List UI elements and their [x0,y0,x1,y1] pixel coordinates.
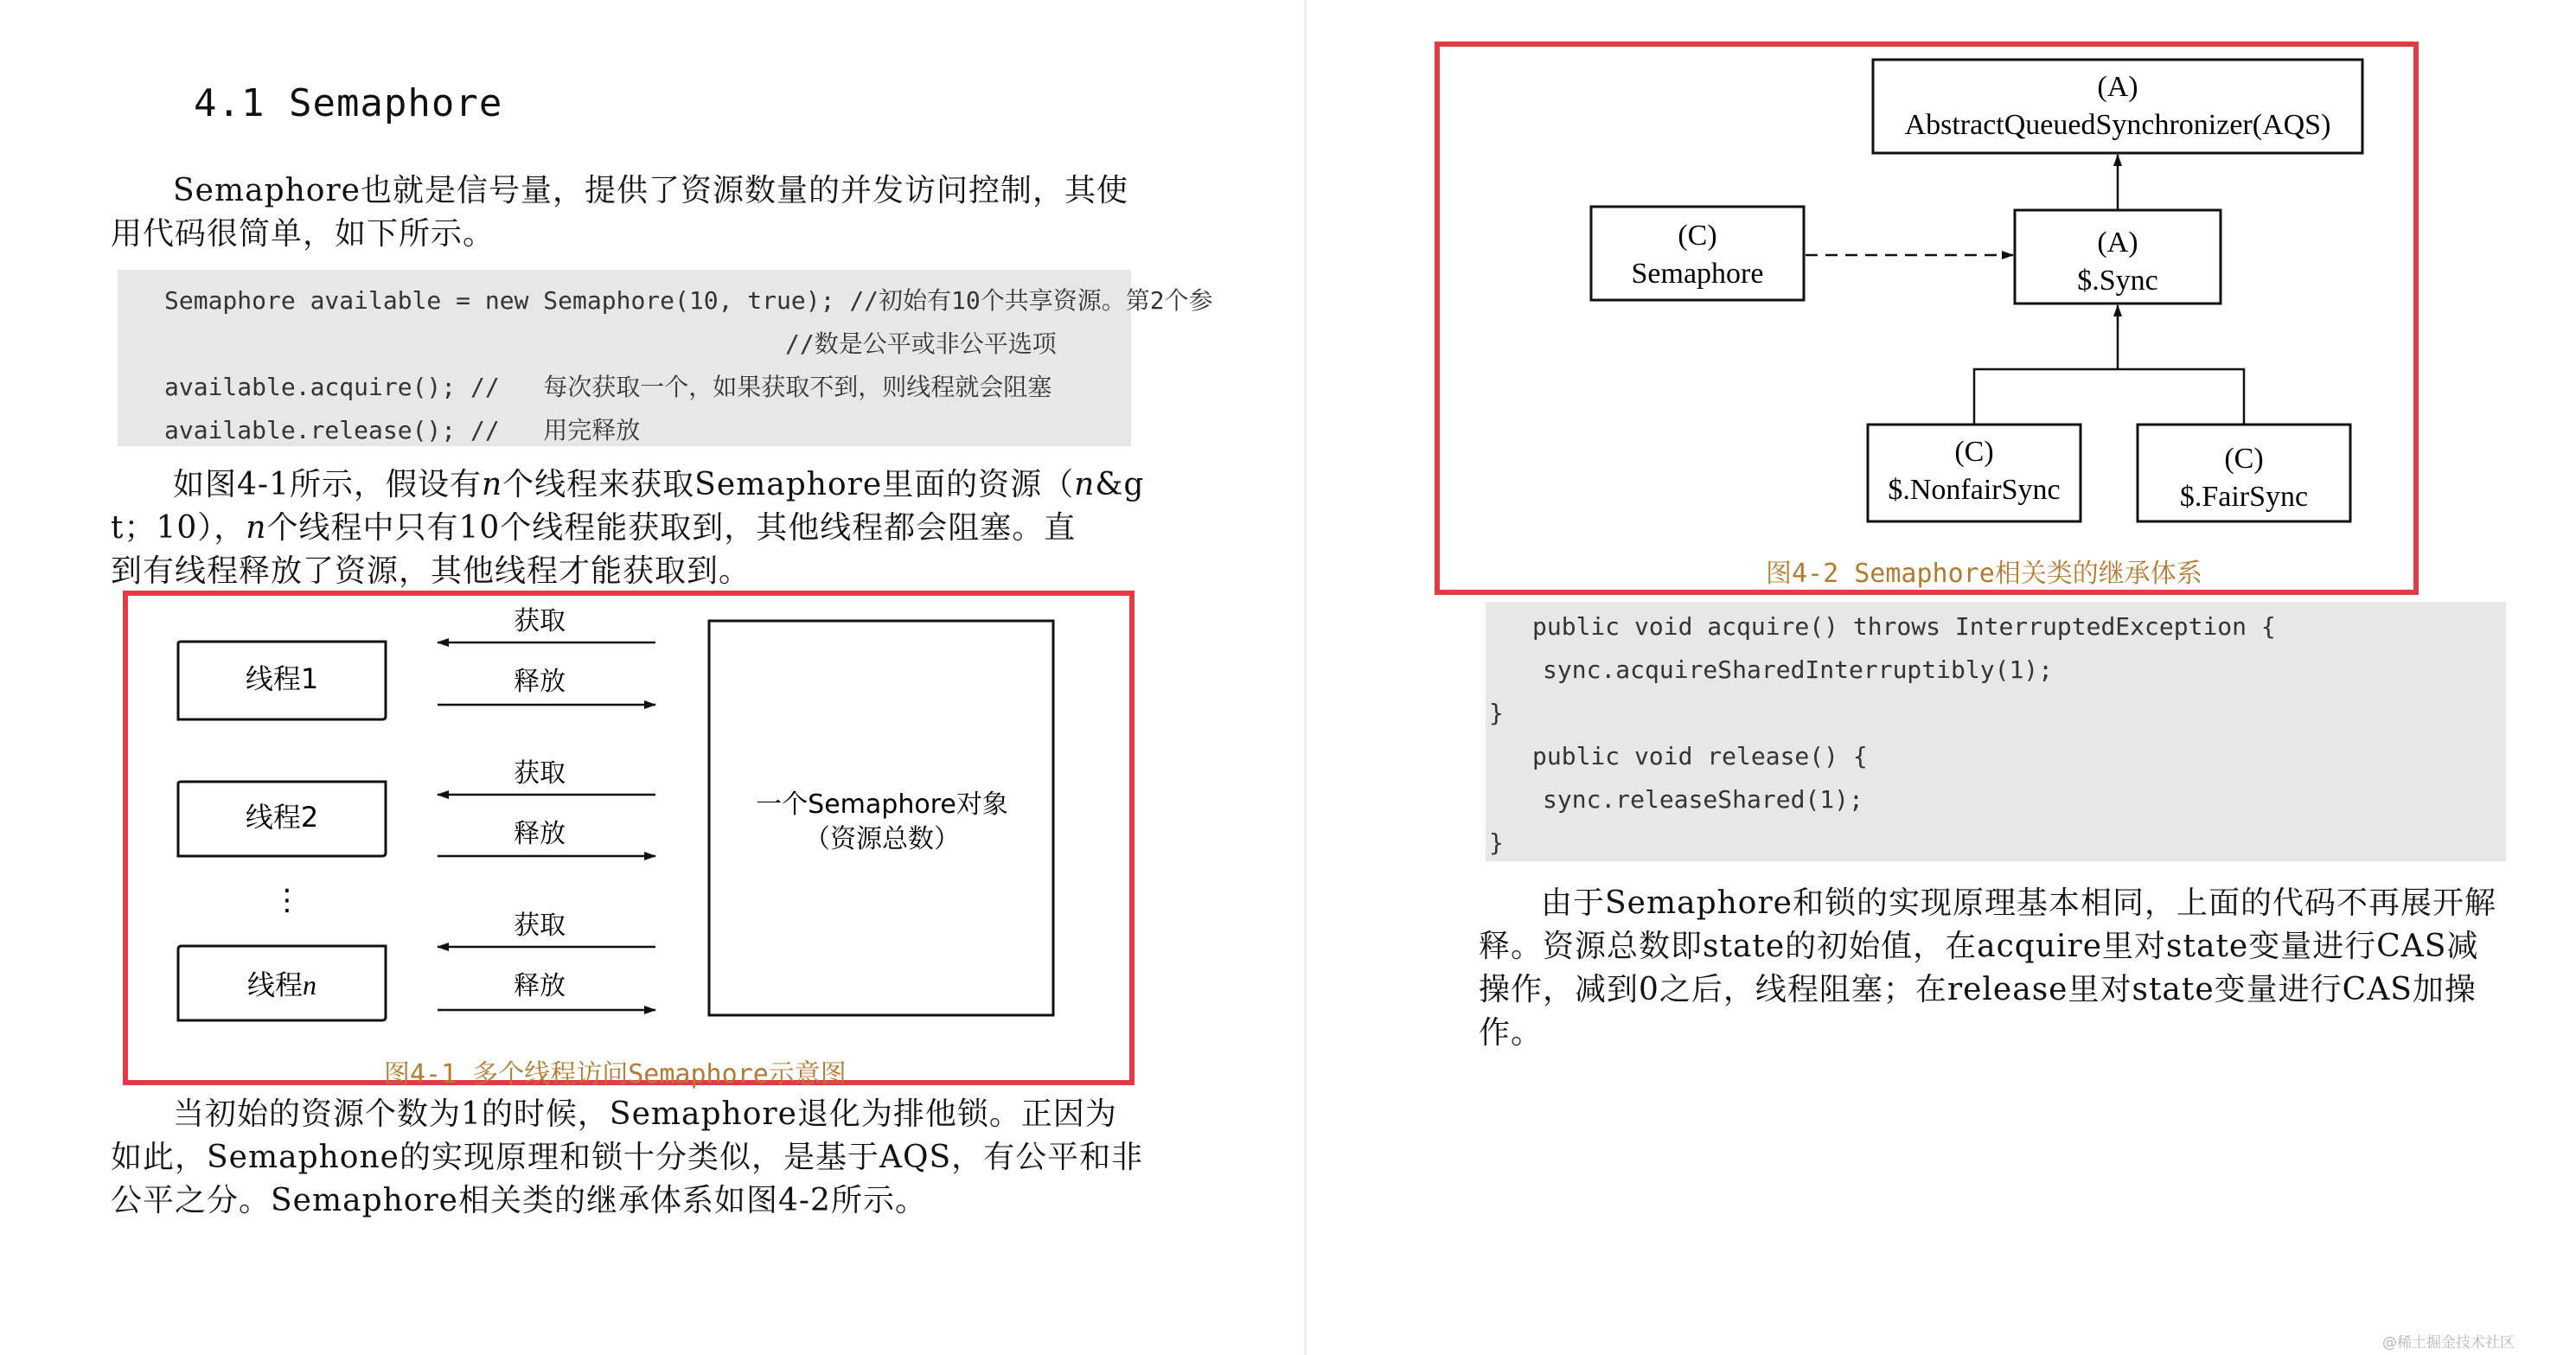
code-comment: 用完释放 [543,416,641,444]
code-block-semaphore-usage [118,270,1213,446]
figure1-caption: 图4-1 多个线程访问Semaphore示意图 [384,1059,847,1090]
code-block-acquire-release [1486,602,2506,861]
code-line [164,282,1213,316]
italic-var: n [1074,467,1096,502]
code-line: public void acquire() throws InterruptedException { [1532,612,2276,641]
acquire-label: 获取 [514,911,566,941]
code-comment: //初始有10个共享资源。第2个参 [849,286,1213,315]
acquire-label: 获取 [514,606,566,636]
arrow-group-thread-n [438,911,655,1010]
class-name: AbstractQueuedSynchronizer(AQS) [1904,109,2331,141]
class-kind: (A) [2097,71,2138,103]
class-name: Semaphore [1631,258,1764,290]
italic-var: n [481,467,503,502]
text-run: 个线程来获取Semaphore里面的资源（ [502,467,1075,502]
inherit-connector [1974,317,2244,425]
thread-2-box [178,782,386,856]
ellipsis: ⋮ [272,883,302,917]
figure2-caption: 图4-2 Semaphore相关类的继承体系 [1766,559,2202,589]
page-divider [1304,0,1307,1355]
class-kind: (C) [1954,436,1994,468]
para-line [111,463,1145,507]
arrow-group-thread-2 [438,758,655,856]
code-text: available.release(); // [164,416,544,444]
code-line: } [1489,828,1504,857]
semaphore-class-box [1591,207,1804,300]
thread-label: 线程1 [245,662,319,695]
class-name: $.NonfairSync [1888,474,2061,506]
intro-paragraph [111,169,1131,256]
thread-label [247,968,316,1001]
sync-class-box [2015,210,2221,304]
class-name: $.Sync [2077,265,2158,297]
code-line: sync.releaseShared(1); [1543,785,1863,814]
paragraph-state [1479,882,2516,1055]
para-line: 当初始的资源个数为1的时候，Semaphore退化为排他锁。正因为 [173,1096,1117,1132]
text-run: &g [1095,467,1145,502]
arrow-group-thread-1 [438,606,655,705]
section-heading: 4.1 Semaphore [194,81,503,125]
intro-line: 用代码很简单，如下所示。 [111,216,495,252]
code-line [164,368,1051,403]
class-kind: (C) [1678,220,1717,252]
code-line: } [1489,699,1504,727]
class-name: $.FairSync [2179,481,2309,513]
para-line: 由于Semaphore和锁的实现原理基本相同，上面的代码不再展开解 [1541,885,2496,921]
para-line: 公平之分。Semaphore相关类的继承体系如图4-2所示。 [111,1183,927,1218]
semaphore-object-sublabel: （资源总数） [804,824,960,854]
code-text: Semaphore available = new Semaphore(10, true); [164,286,850,315]
release-label: 释放 [514,971,566,1001]
para-line: 到有线程释放了资源，其他线程才能获取到。 [111,553,751,589]
thread-1-box [178,642,386,719]
semaphore-object-label: 一个Semaphore对象 [756,789,1008,820]
code-text: available.acquire(); // [164,373,544,401]
para-line: 如此，Semaphone的实现原理和锁十分类似，是基于AQS，有公平和非 [111,1140,1144,1175]
code-comment: 每次获取一个，如果获取不到，则线程就会阻塞 [543,373,1052,401]
text-run: 如图4-1所示，假设有 [173,467,482,502]
class-kind: (C) [2224,443,2264,475]
class-kind: (A) [2097,227,2138,259]
nonfairsync-class-box [1868,425,2081,521]
text-run: 个线程中只有10个线程能获取到，其他线程都会阻塞。直 [266,510,1077,546]
thread-label-text: 线程 [246,968,304,1001]
release-label: 释放 [514,819,566,849]
para-line: 释。资源总数即state的初始值，在acquire里对state变量进行CAS减 [1479,929,2479,964]
thread-label-var: n [303,969,317,1000]
semaphore-object-box [709,621,1053,1015]
paragraph-figure1-intro [111,463,1145,593]
intro-line: Semaphore也就是信号量，提供了资源数量的并发访问控制，其使 [173,173,1128,208]
release-label: 释放 [514,667,566,697]
aqs-class-box [1873,60,2362,153]
paragraph-aqs [111,1093,1144,1223]
acquire-label: 获取 [514,758,566,789]
thread-label: 线程2 [245,801,319,834]
italic-var: n [246,510,267,546]
code-line [164,412,640,446]
thread-n-box [178,946,386,1020]
code-line: public void release() { [1532,742,1868,770]
figure1-diagram [130,597,1124,1064]
watermark: @稀土掘金技术社区 [2382,1334,2515,1352]
fairsync-class-box [2138,425,2350,521]
figure2-class-diagram [1441,48,2413,532]
text-run: t；10）， [111,510,246,546]
para-line: 作。 [1479,1015,1544,1051]
para-line [111,507,1131,550]
code-line: sync.acquireSharedInterruptibly(1); [1543,655,2054,684]
code-comment: //数是公平或非公平选项 [785,329,1057,358]
para-line: 操作，减到0之后，线程阻塞；在release里对state变量进行CAS加操 [1479,972,2477,1007]
